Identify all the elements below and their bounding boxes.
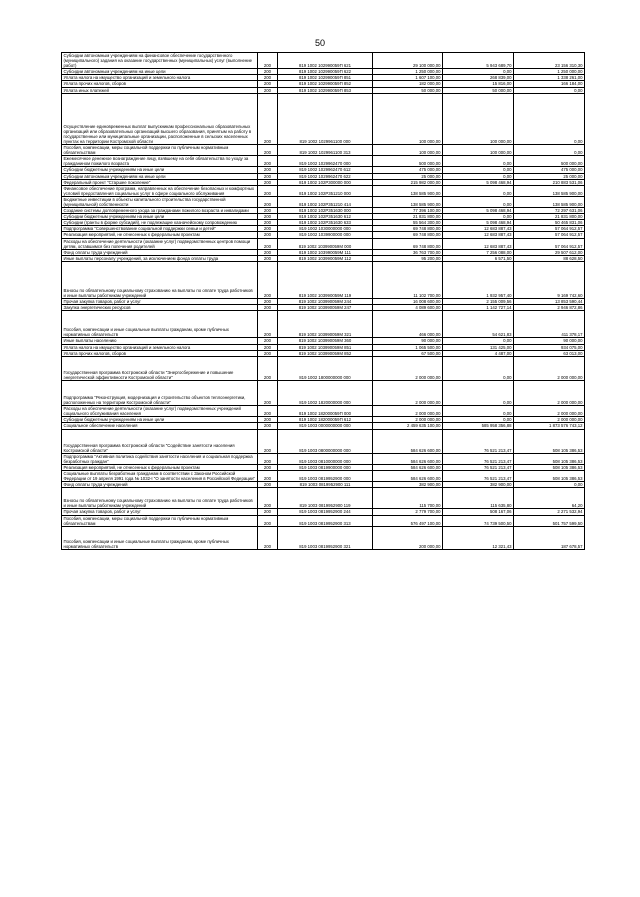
row-assigned: 466 000,00 <box>373 311 443 338</box>
row-assigned: 382 900,00 <box>373 482 443 488</box>
row-name: Субсидии бюджетным учреждениям на иные цели <box>62 214 258 220</box>
row-name: Уплата прочих налогов, сборов <box>62 81 258 87</box>
row-executed: 74 739 500,50 <box>443 515 514 526</box>
row-code: 200 <box>258 185 278 196</box>
row-code: 200 <box>258 380 278 405</box>
table-row <box>62 145 585 156</box>
row-code: 200 <box>258 509 278 515</box>
row-name: Государственная программа Костромской области "Энергосбережение и повышение энергетической эффективности Костромской области" <box>62 356 258 380</box>
row-executed: 76 521 213,47 <box>443 470 514 481</box>
row-remainder: 500 000,00 <box>514 156 585 167</box>
row-remainder: 63 013,00 <box>514 350 585 356</box>
row-executed: 1 932 957,40 <box>443 261 514 298</box>
row-executed: 115 635,80 <box>443 488 514 509</box>
row-code: 200 <box>258 311 278 338</box>
row-name: Финансовое обеспечение программ, направленных на обеспечение безопасных и комфортных условий предоставления социальных услуг в сфере социального обслуживания <box>62 185 258 196</box>
row-name: Фонд оплаты труда учреждений <box>62 482 258 488</box>
row-name: Пособия, компенсации и иные социальные выплаты гражданам, кроме публичных нормативных обязательств <box>62 311 258 338</box>
row-assigned: 2 000 000,00 <box>373 406 443 417</box>
budget-table-body <box>62 53 585 550</box>
row-code: 200 <box>258 81 278 87</box>
row-assigned: 2 000 000,00 <box>373 417 443 423</box>
row-kbk-code: 819 1002 103990059М 111 <box>278 249 373 255</box>
row-code: 200 <box>258 482 278 488</box>
row-code: 200 <box>258 429 278 453</box>
row-executed: 0,00 <box>443 338 514 344</box>
row-kbk-code: 819 1002 103990059М 851 <box>278 344 373 350</box>
row-name: Субсидии (гранты в форме субсидий), не подлежащие казначейскому сопровождению <box>62 220 258 226</box>
row-executed: 76 521 213,47 <box>443 464 514 470</box>
row-kbk-code: 819 1002 103990059М 119 <box>278 261 373 298</box>
table-row <box>62 214 585 220</box>
row-kbk-code: 819 1002 182000059П 612 <box>278 417 373 423</box>
row-kbk-code: 819 1003 0819900000 000 <box>278 464 373 470</box>
row-remainder: 13 853 590,44 <box>514 299 585 305</box>
row-executed: 5 098 468,94 <box>443 208 514 214</box>
table-row <box>62 406 585 417</box>
row-code: 200 <box>258 417 278 423</box>
row-remainder: 508 105 386,53 <box>514 429 585 453</box>
row-assigned: 1 250 000,00 <box>373 69 443 75</box>
row-kbk-code: 819 1002 102990059П 853 <box>278 87 373 93</box>
row-code: 200 <box>258 299 278 305</box>
row-name: Прочая закупка товаров, работ и услуг <box>62 299 258 305</box>
row-remainder: 29 507 612,00 <box>514 249 585 255</box>
row-assigned: 1 607 100,00 <box>373 75 443 81</box>
row-assigned: 215 982 000,00 <box>373 179 443 185</box>
row-remainder: 2 946 872,86 <box>514 305 585 311</box>
row-kbk-code: 819 1002 102P300000 000 <box>278 179 373 185</box>
page-number: 50 <box>314 38 325 48</box>
row-assigned: 77 396 100,00 <box>373 208 443 214</box>
table-row <box>62 509 585 515</box>
table-row <box>62 515 585 526</box>
row-assigned: 475 000,00 <box>373 167 443 173</box>
row-executed: 12 683 887,43 <box>443 226 514 232</box>
table-row <box>62 185 585 196</box>
row-kbk-code: 819 1003 0800000000 000 <box>278 429 373 453</box>
row-executed: 0,00 <box>443 417 514 423</box>
row-kbk-code: 819 1002 102P351630 000 <box>278 208 373 214</box>
row-name: Уплата иных платежей <box>62 87 258 93</box>
row-executed: 0,00 <box>443 380 514 405</box>
row-name: Иные выплаты населению <box>62 338 258 344</box>
row-kbk-code: 819 1003 0000000000 000 <box>278 423 373 429</box>
row-kbk-code: 819 1002 1029962470 622 <box>278 173 373 179</box>
row-assigned: 2 000 000,00 <box>373 356 443 380</box>
table-row <box>62 299 585 305</box>
table-row <box>62 261 585 298</box>
row-assigned: 584 626 600,00 <box>373 453 443 464</box>
row-remainder: 2 000 000,00 <box>514 380 585 405</box>
table-row <box>62 238 585 249</box>
table-row <box>62 156 585 167</box>
row-code: 200 <box>258 515 278 526</box>
row-kbk-code: 819 1002 1030000000 000 <box>278 226 373 232</box>
row-assigned: 25 000,00 <box>373 173 443 179</box>
row-name: Пособия, компенсации, меры социальной поддержки по публичным нормативным обязательствам <box>62 515 258 526</box>
table-row <box>62 69 585 75</box>
row-kbk-code: 819 1002 1039900000 000 <box>278 232 373 238</box>
row-executed: 0,00 <box>443 167 514 173</box>
table-row <box>62 464 585 470</box>
row-assigned: 100 000,00 <box>373 145 443 156</box>
row-kbk-code: 819 1003 0819952900 111 <box>278 482 373 488</box>
row-code: 200 <box>258 167 278 173</box>
row-code: 200 <box>258 526 278 549</box>
row-name: Создание системы долговременного ухода за гражданами пожилого возраста и инвалидами <box>62 208 258 214</box>
row-executed: 2 155 009,56 <box>443 299 514 305</box>
table-row <box>62 93 585 144</box>
row-name: Подпрограмма "Активная политика содействия занятости населения и социальная поддержка безработных граждан" <box>62 453 258 464</box>
row-name: Субсидии бюджетным учреждениям на иные цели <box>62 417 258 423</box>
row-kbk-code: 819 1002 1029962470 612 <box>278 167 373 173</box>
row-executed: 382 900,00 <box>443 482 514 488</box>
row-remainder: 50 465 831,06 <box>514 220 585 226</box>
row-assigned: 69 748 800,00 <box>373 238 443 249</box>
row-kbk-code: 819 1002 102P351210 000 <box>278 185 373 196</box>
row-assigned: 4 089 600,00 <box>373 305 443 311</box>
row-remainder: 2 000 000,00 <box>514 406 585 417</box>
row-executed: 76 521 213,47 <box>443 453 514 464</box>
table-row <box>62 167 585 173</box>
row-kbk-code: 819 1002 102990059П 622 <box>278 69 373 75</box>
row-assigned: 584 626 600,00 <box>373 429 443 453</box>
row-code: 200 <box>258 214 278 220</box>
row-remainder: 2 000 000,00 <box>514 356 585 380</box>
row-kbk-code: 819 1002 1029961100 000 <box>278 93 373 144</box>
row-remainder: 88 628,50 <box>514 255 585 261</box>
row-kbk-code: 819 1003 0810000000 000 <box>278 453 373 464</box>
row-name: Взносы по обязательному социальному страхованию на выплаты по оплате труда работников и иные выплаты работникам учреждений <box>62 261 258 298</box>
row-assigned: 11 102 700,00 <box>373 261 443 298</box>
row-name: Субсидии автономным учреждениям на иные цели <box>62 69 258 75</box>
row-code: 200 <box>258 87 278 93</box>
row-name: Фонд оплаты труда учреждений <box>62 249 258 255</box>
row-executed: 100 000,00 <box>443 93 514 144</box>
row-code: 200 <box>258 238 278 249</box>
table-row <box>62 453 585 464</box>
row-name: Пособия, компенсации, меры социальной поддержки по публичным нормативным обязательствам <box>62 145 258 156</box>
row-remainder: 0,00 <box>514 145 585 156</box>
row-name: Уплата налога на имущество организаций и земельного налога <box>62 344 258 350</box>
row-remainder: 64,20 <box>514 488 585 509</box>
row-executed: 0,00 <box>443 356 514 380</box>
row-name: Иные выплаты персоналу учреждений, за исключением фонда оплаты труда <box>62 255 258 261</box>
row-name: Взносы по обязательному социальному страхованию на выплаты по оплате труда работников и иные выплаты работникам учреждений <box>62 488 258 509</box>
row-remainder: 934 075,00 <box>514 344 585 350</box>
row-assigned: 200 000,00 <box>373 526 443 549</box>
row-remainder: 72 297 631,06 <box>514 208 585 214</box>
row-assigned: 16 008 600,00 <box>373 299 443 305</box>
row-assigned: 2 000 000,00 <box>373 380 443 405</box>
row-code: 200 <box>258 470 278 481</box>
row-executed: 12 683 887,43 <box>443 232 514 238</box>
row-remainder: 9 169 742,60 <box>514 261 585 298</box>
row-executed: 508 167,06 <box>443 509 514 515</box>
row-assigned: 2 459 635 100,00 <box>373 423 443 429</box>
row-assigned: 2 779 700,00 <box>373 509 443 515</box>
row-kbk-code: 819 1002 103990059М 244 <box>278 299 373 305</box>
row-assigned: 69 748 800,00 <box>373 232 443 238</box>
row-name: Уплата прочих налогов, сборов <box>62 350 258 356</box>
row-executed: 15 816,00 <box>443 81 514 87</box>
row-remainder: 1 338 261,00 <box>514 75 585 81</box>
row-remainder: 2 000 000,00 <box>514 417 585 423</box>
row-assigned: 584 626 600,00 <box>373 470 443 481</box>
row-assigned: 95 200,00 <box>373 255 443 261</box>
row-kbk-code: 819 1002 103990059М 360 <box>278 338 373 344</box>
row-executed: 54 621,83 <box>443 311 514 338</box>
row-assigned: 21 831 800,00 <box>373 214 443 220</box>
row-code: 200 <box>258 196 278 207</box>
row-remainder: 25 000,00 <box>514 173 585 179</box>
table-row <box>62 429 585 453</box>
row-code: 200 <box>258 69 278 75</box>
row-executed: 0,00 <box>443 214 514 220</box>
row-code: 200 <box>258 179 278 185</box>
row-name: Бюджетные инвестиции в объекты капитального строительства государственной (муниципальной) собственности <box>62 196 258 207</box>
row-executed: 12 683 887,43 <box>443 238 514 249</box>
row-assigned: 67 500,00 <box>373 350 443 356</box>
table-row <box>62 179 585 185</box>
row-name: Осуществление единовременных выплат выпускникам профессиональных образовательных организаций или образовательных организаций высшего образования, принятым на работу в государственные или муниципальные организации, расположенные в сельских населенных пунктах на территории Костромской области <box>62 93 258 144</box>
row-name: Закупка энергетических ресурсов <box>62 305 258 311</box>
row-code: 200 <box>258 208 278 214</box>
row-assigned: 500 000,00 <box>373 156 443 167</box>
row-assigned: 69 748 800,00 <box>373 226 443 232</box>
row-executed: 0,00 <box>443 406 514 417</box>
table-row <box>62 380 585 405</box>
row-executed: 1 142 727,14 <box>443 305 514 311</box>
row-kbk-code: 819 1002 103990059М 247 <box>278 305 373 311</box>
row-kbk-code: 819 1002 102990059П 621 <box>278 53 373 69</box>
row-code: 200 <box>258 261 278 298</box>
table-row <box>62 311 585 338</box>
row-assigned: 576 497 100,00 <box>373 515 443 526</box>
table-row <box>62 232 585 238</box>
row-kbk-code: 819 1003 0819952900 119 <box>278 488 373 509</box>
row-kbk-code: 819 1003 0819952900 000 <box>278 470 373 481</box>
row-code: 200 <box>258 226 278 232</box>
row-name: Социальное обеспечение населения <box>62 423 258 429</box>
row-executed: 50 000,00 <box>443 87 514 93</box>
row-code: 200 <box>258 464 278 470</box>
row-kbk-code: 819 1003 0819952900 244 <box>278 509 373 515</box>
row-kbk-code: 819 1002 103990059М 112 <box>278 255 373 261</box>
table-row <box>62 75 585 81</box>
row-code: 200 <box>258 338 278 344</box>
row-remainder: 57 064 912,57 <box>514 226 585 232</box>
row-kbk-code: 819 1002 1800000000 000 <box>278 356 373 380</box>
table-row <box>62 255 585 261</box>
row-code: 200 <box>258 145 278 156</box>
row-assigned: 584 626 600,00 <box>373 464 443 470</box>
row-remainder: 21 831 800,00 <box>514 214 585 220</box>
row-kbk-code: 819 1002 1029961100 313 <box>278 145 373 156</box>
table-row <box>62 526 585 549</box>
table-row <box>62 226 585 232</box>
row-kbk-code: 819 1002 103990059М 000 <box>278 238 373 249</box>
table-row <box>62 208 585 214</box>
row-code: 200 <box>258 173 278 179</box>
row-code: 200 <box>258 488 278 509</box>
row-assigned: 50 000,00 <box>373 87 443 93</box>
row-name: Социальные выплаты безработным гражданам в соответствии с Законом Российской Федерации от 19 апреля 1991 года № 1032-I "О занятости населения в Российской Федерации" <box>62 470 258 481</box>
row-name: Пособия, компенсации и иные социальные выплаты гражданам, кроме публичных нормативных обязательств <box>62 526 258 549</box>
row-name: Субсидии бюджетным учреждениям на иные цели <box>62 167 258 173</box>
row-executed: 585 958 356,88 <box>443 423 514 429</box>
row-remainder: 508 105 386,53 <box>514 464 585 470</box>
row-remainder: 1 873 576 743,12 <box>514 423 585 429</box>
row-kbk-code: 819 1002 102P351210 414 <box>278 196 373 207</box>
row-executed: 5 943 689,70 <box>443 53 514 69</box>
row-name: Субсидии автономным учреждениям на иные цели <box>62 173 258 179</box>
row-remainder: 138 585 900,00 <box>514 196 585 207</box>
row-kbk-code: 819 1002 182000059П 000 <box>278 406 373 417</box>
table-row <box>62 488 585 509</box>
row-assigned: 138 585 900,00 <box>373 185 443 196</box>
row-remainder: 501 757 599,50 <box>514 515 585 526</box>
row-remainder: 57 064 912,57 <box>514 238 585 249</box>
row-remainder: 138 585 900,00 <box>514 185 585 196</box>
row-executed: 0,00 <box>443 185 514 196</box>
row-remainder: 508 105 386,53 <box>514 453 585 464</box>
table-row <box>62 220 585 226</box>
row-name: Реализация мероприятий, не отнесенных к федеральным проектам <box>62 464 258 470</box>
row-code: 200 <box>258 406 278 417</box>
row-executed: 0,00 <box>443 69 514 75</box>
row-name: Расходы на обеспечение деятельности (оказание услуг) подведомственных центров помощи детям, оставшимся без попечения родителей <box>62 238 258 249</box>
row-name: Подпрограмма "Совершенствование социальной поддержки семьи и детей" <box>62 226 258 232</box>
row-name: Государственная программа Костромской области "Содействие занятости населения Костромской области" <box>62 429 258 453</box>
row-code: 200 <box>258 232 278 238</box>
row-code: 200 <box>258 423 278 429</box>
table-row <box>62 470 585 481</box>
row-kbk-code: 819 1002 102990059П 852 <box>278 81 373 87</box>
row-remainder: 57 064 912,57 <box>514 232 585 238</box>
row-executed: 5 098 468,94 <box>443 179 514 185</box>
row-code: 200 <box>258 255 278 261</box>
row-assigned: 138 585 900,00 <box>373 196 443 207</box>
row-remainder: 1 250 000,00 <box>514 69 585 75</box>
row-kbk-code: 819 1002 102P351630 612 <box>278 214 373 220</box>
row-assigned: 36 763 700,00 <box>373 249 443 255</box>
row-assigned: 182 000,00 <box>373 81 443 87</box>
row-name: Федеральный проект "Старшее поколение" <box>62 179 258 185</box>
row-assigned: 1 065 500,00 <box>373 344 443 350</box>
row-name: Подпрограмма "Реконструкция, модернизация и строительство объектов теплоэнергетики, расположенных на территории Костромской области" <box>62 380 258 405</box>
table-row <box>62 196 585 207</box>
row-code: 200 <box>258 75 278 81</box>
row-kbk-code: 819 1003 0819952900 313 <box>278 515 373 526</box>
row-assigned: 29 100 000,00 <box>373 53 443 69</box>
row-remainder: 23 156 310,30 <box>514 53 585 69</box>
row-assigned: 115 700,00 <box>373 488 443 509</box>
table-row <box>62 417 585 423</box>
table-row <box>62 53 585 69</box>
row-name: Прочая закупка товаров, работ и услуг <box>62 509 258 515</box>
row-remainder: 187 678,57 <box>514 526 585 549</box>
row-assigned: 100 000,00 <box>373 93 443 144</box>
row-kbk-code: 819 1002 103990059М 321 <box>278 311 373 338</box>
row-code: 200 <box>258 350 278 356</box>
row-code: 200 <box>258 220 278 226</box>
row-executed: 0,00 <box>443 196 514 207</box>
table-row <box>62 344 585 350</box>
row-executed: 7 256 088,00 <box>443 249 514 255</box>
row-executed: 6 571,50 <box>443 255 514 261</box>
table-row <box>62 356 585 380</box>
budget-table <box>61 52 585 550</box>
row-kbk-code: 819 1002 1029962470 000 <box>278 156 373 167</box>
row-name: Уплата налога на имущество организаций и земельного налога <box>62 75 258 81</box>
row-executed: 268 839,00 <box>443 75 514 81</box>
row-executed: 0,00 <box>443 173 514 179</box>
row-remainder: 166 184,00 <box>514 81 585 87</box>
row-executed: 4 487,00 <box>443 350 514 356</box>
row-assigned: 55 564 300,00 <box>373 220 443 226</box>
row-remainder: 210 883 531,06 <box>514 179 585 185</box>
row-executed: 76 521 213,47 <box>443 429 514 453</box>
row-kbk-code: 819 1002 102P351630 633 <box>278 220 373 226</box>
row-name: Субсидии автономным учреждениям на финансовое обеспечение государственного (муниципального) задания на оказание государственных (муниципальных) услуг (выполнение работ) <box>62 53 258 69</box>
row-kbk-code: 819 1002 103990059М 852 <box>278 350 373 356</box>
table-row <box>62 173 585 179</box>
row-kbk-code: 819 1003 0819952900 321 <box>278 526 373 549</box>
row-name: Ежемесячное денежное вознаграждение лицу, взявшему на себя обязательства по уходу за гражданином пожилого возраста <box>62 156 258 167</box>
row-executed: 100 000,00 <box>443 145 514 156</box>
row-executed: 0,00 <box>443 156 514 167</box>
row-remainder: 411 378,17 <box>514 311 585 338</box>
row-assigned: 90 000,00 <box>373 338 443 344</box>
row-code: 200 <box>258 53 278 69</box>
row-code: 200 <box>258 156 278 167</box>
row-remainder: 2 271 532,94 <box>514 509 585 515</box>
row-executed: 12 321,43 <box>443 526 514 549</box>
row-remainder: 508 105 386,53 <box>514 470 585 481</box>
row-code: 200 <box>258 93 278 144</box>
row-remainder: 475 000,00 <box>514 167 585 173</box>
row-kbk-code: 819 1002 1820000000 000 <box>278 380 373 405</box>
row-code: 200 <box>258 249 278 255</box>
row-kbk-code: 819 1002 102990059П 851 <box>278 75 373 81</box>
row-remainder: 0,00 <box>514 87 585 93</box>
row-executed: 5 098 468,94 <box>443 220 514 226</box>
row-code: 200 <box>258 344 278 350</box>
row-remainder: 0,00 <box>514 482 585 488</box>
row-name: Расходы на обеспечение деятельности (оказание услуг) подведомственных учреждений социального обслуживания населения <box>62 406 258 417</box>
row-remainder: 0,00 <box>514 93 585 144</box>
row-code: 200 <box>258 305 278 311</box>
row-executed: 131 425,00 <box>443 344 514 350</box>
row-code: 200 <box>258 356 278 380</box>
row-name: Реализация мероприятий, не отнесенных к федеральным проектам <box>62 232 258 238</box>
row-remainder: 90 000,00 <box>514 338 585 344</box>
row-code: 200 <box>258 453 278 464</box>
